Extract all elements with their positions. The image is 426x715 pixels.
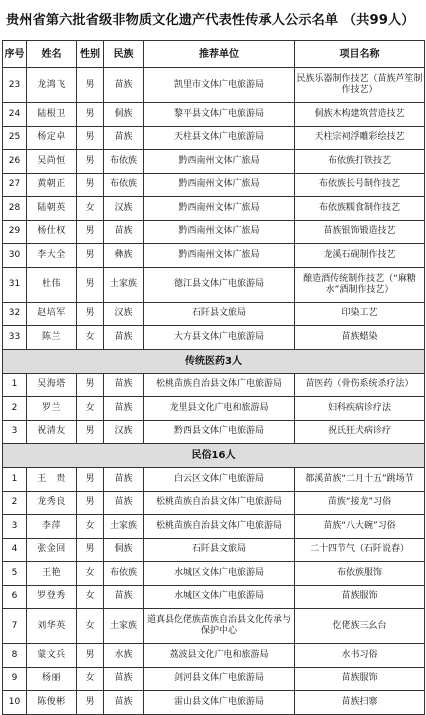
table-row xyxy=(3,397,425,421)
row-project: 布依族长号制作技艺 xyxy=(295,173,425,197)
table-row xyxy=(3,373,425,397)
table-row xyxy=(3,538,425,562)
row-gender: 男 xyxy=(77,267,104,302)
row-index: 3 xyxy=(3,515,27,539)
row-project: 酿造酒传统制作技艺（“麻糖水”酒制作技艺） xyxy=(295,267,425,302)
row-project: 苗族扫寨 xyxy=(295,691,425,715)
row-unit: 水城区文体广电旅游局 xyxy=(144,562,295,586)
row-name: 黄朝正 xyxy=(27,173,77,197)
row-gender: 女 xyxy=(77,667,104,691)
row-project: 二十四节气（石阡说春） xyxy=(295,538,425,562)
row-ethnicity: 汉族 xyxy=(104,420,144,444)
row-ethnicity: 布依族 xyxy=(104,150,144,174)
row-project: 侗族木构建筑营造技艺 xyxy=(295,103,425,127)
row-ethnicity: 苗族 xyxy=(104,585,144,609)
row-ethnicity: 土家族 xyxy=(104,609,144,644)
row-index: 28 xyxy=(3,197,27,221)
row-index: 24 xyxy=(3,103,27,127)
table-row xyxy=(3,103,425,127)
row-gender: 男 xyxy=(77,68,104,103)
row-name: 杨定卓 xyxy=(27,126,77,150)
table-row xyxy=(3,173,425,197)
row-ethnicity: 苗族 xyxy=(104,326,144,350)
row-index: 25 xyxy=(3,126,27,150)
row-ethnicity: 汉族 xyxy=(104,197,144,221)
row-name: 罗兰 xyxy=(27,397,77,421)
row-index: 23 xyxy=(3,68,27,103)
row-unit: 石阡县文旅局 xyxy=(144,538,295,562)
row-ethnicity: 汉族 xyxy=(104,302,144,326)
row-index: 33 xyxy=(3,326,27,350)
header-unit: 推荐单位 xyxy=(144,41,295,68)
row-name: 龙秀良 xyxy=(27,491,77,515)
row-index: 6 xyxy=(3,585,27,609)
table-row xyxy=(3,420,425,444)
row-name: 李大全 xyxy=(27,244,77,268)
row-index: 1 xyxy=(3,373,27,397)
row-unit: 松桃苗族自治县文体广电旅游局 xyxy=(144,373,295,397)
row-project: 龙溪石砚制作技艺 xyxy=(295,244,425,268)
row-ethnicity: 苗族 xyxy=(104,667,144,691)
table-row xyxy=(3,609,425,644)
row-project: 苗族“接龙”习俗 xyxy=(295,491,425,515)
row-gender: 女 xyxy=(77,515,104,539)
row-project: 苗族蜡染 xyxy=(295,326,425,350)
row-unit: 黔西南州文体广旅局 xyxy=(144,220,295,244)
row-gender: 男 xyxy=(77,420,104,444)
row-unit: 雷山县文体广电旅游局 xyxy=(144,691,295,715)
row-project: 都溪苗族“二月十五”跳场节 xyxy=(295,468,425,492)
row-unit: 松桃苗族自治县文体广电旅游局 xyxy=(144,491,295,515)
row-unit: 黔西南州文体广旅局 xyxy=(144,197,295,221)
page-title: 贵州省第六批省级非物质文化遗产代表性传承人公示名单 （共99人） xyxy=(6,13,415,28)
row-project: 仡佬族三幺台 xyxy=(295,609,425,644)
row-gender: 女 xyxy=(77,609,104,644)
row-index: 10 xyxy=(3,691,27,715)
row-unit: 德江县文体广电旅游局 xyxy=(144,267,295,302)
row-gender: 男 xyxy=(77,691,104,715)
row-gender: 男 xyxy=(77,126,104,150)
row-gender: 男 xyxy=(77,373,104,397)
row-unit: 龙里县文化广电和旅游局 xyxy=(144,397,295,421)
row-index: 2 xyxy=(3,397,27,421)
row-name: 陈俊彬 xyxy=(27,691,77,715)
row-name: 龙鸿飞 xyxy=(27,68,77,103)
row-unit: 凯里市文体广电旅游局 xyxy=(144,68,295,103)
section-title: 民俗16人 xyxy=(3,444,425,468)
row-index: 3 xyxy=(3,420,27,444)
row-project: 苗医药（骨伤系统杀疗法） xyxy=(295,373,425,397)
row-unit: 石阡县文旅局 xyxy=(144,302,295,326)
row-project: 苗族服饰 xyxy=(295,585,425,609)
row-ethnicity: 布依族 xyxy=(104,562,144,586)
row-index: 29 xyxy=(3,220,27,244)
table-row xyxy=(3,468,425,492)
row-unit: 黔西南州文体广旅局 xyxy=(144,244,295,268)
row-unit: 大方县文体广电旅游局 xyxy=(144,326,295,350)
row-ethnicity: 布依族 xyxy=(104,173,144,197)
row-gender: 女 xyxy=(77,326,104,350)
row-project: 苗族服饰 xyxy=(295,667,425,691)
row-name: 吴尚恒 xyxy=(27,150,77,174)
table-row xyxy=(3,126,425,150)
table-row xyxy=(3,267,425,302)
row-name: 张金回 xyxy=(27,538,77,562)
row-project: 印染工艺 xyxy=(295,302,425,326)
row-name: 陈兰 xyxy=(27,326,77,350)
row-gender: 男 xyxy=(77,491,104,515)
table-row xyxy=(3,562,425,586)
row-unit: 荔波县文化广电和旅游局 xyxy=(144,644,295,668)
row-name: 赵培军 xyxy=(27,302,77,326)
row-gender: 男 xyxy=(77,220,104,244)
table-row xyxy=(3,585,425,609)
section-row xyxy=(3,444,425,468)
row-index: 4 xyxy=(3,538,27,562)
header-index: 序号 xyxy=(3,41,27,68)
row-gender: 男 xyxy=(77,150,104,174)
row-project: 苗族银饰锻造技艺 xyxy=(295,220,425,244)
row-gender: 男 xyxy=(77,103,104,127)
table-row xyxy=(3,691,425,715)
row-ethnicity: 土家族 xyxy=(104,267,144,302)
header-gender: 性别 xyxy=(77,41,104,68)
table-row xyxy=(3,197,425,221)
table-header xyxy=(3,41,425,68)
header-project: 项目名称 xyxy=(295,41,425,68)
row-ethnicity: 苗族 xyxy=(104,691,144,715)
row-name: 蒙文兵 xyxy=(27,644,77,668)
section-row xyxy=(3,349,425,373)
table-row xyxy=(3,326,425,350)
row-gender: 女 xyxy=(77,585,104,609)
row-index: 2 xyxy=(3,491,27,515)
row-project: 苗族“八大碗”习俗 xyxy=(295,515,425,539)
row-name: 杨丽 xyxy=(27,667,77,691)
table-row xyxy=(3,667,425,691)
row-index: 27 xyxy=(3,173,27,197)
header-ethnicity: 民族 xyxy=(104,41,144,68)
row-index: 26 xyxy=(3,150,27,174)
row-project: 布依族打铁技艺 xyxy=(295,150,425,174)
row-unit: 黎平县文体广电旅游局 xyxy=(144,103,295,127)
row-index: 5 xyxy=(3,562,27,586)
row-project: 祝氏狂犬病诊疗 xyxy=(295,420,425,444)
row-project: 布依族糯食制作技艺 xyxy=(295,197,425,221)
table-row xyxy=(3,220,425,244)
row-name: 刘华英 xyxy=(27,609,77,644)
row-project: 天柱宗祠浮雕彩绘技艺 xyxy=(295,126,425,150)
row-index: 7 xyxy=(3,609,27,644)
row-name: 李萍 xyxy=(27,515,77,539)
row-unit: 黔西南州文体广旅局 xyxy=(144,150,295,174)
row-ethnicity: 彝族 xyxy=(104,244,144,268)
row-gender: 男 xyxy=(77,468,104,492)
row-index: 31 xyxy=(3,267,27,302)
row-gender: 男 xyxy=(77,538,104,562)
table-row xyxy=(3,515,425,539)
row-name: 王 贵 xyxy=(27,468,77,492)
row-project: 布依族服饰 xyxy=(295,562,425,586)
row-index: 32 xyxy=(3,302,27,326)
row-ethnicity: 苗族 xyxy=(104,468,144,492)
row-index: 30 xyxy=(3,244,27,268)
row-ethnicity: 苗族 xyxy=(104,373,144,397)
row-project: 妇科疾病诊疗法 xyxy=(295,397,425,421)
row-project: 民族乐器制作技艺（苗族芦笙制作技艺） xyxy=(295,68,425,103)
row-name: 陆根卫 xyxy=(27,103,77,127)
table-row xyxy=(3,302,425,326)
row-unit: 剑河县文体广电旅游局 xyxy=(144,667,295,691)
row-index: 1 xyxy=(3,468,27,492)
row-ethnicity: 苗族 xyxy=(104,491,144,515)
table-row xyxy=(3,68,425,103)
row-ethnicity: 苗族 xyxy=(104,126,144,150)
row-unit: 黔西南州文体广旅局 xyxy=(144,173,295,197)
row-ethnicity: 侗族 xyxy=(104,103,144,127)
row-gender: 男 xyxy=(77,302,104,326)
row-ethnicity: 侗族 xyxy=(104,538,144,562)
row-gender: 女 xyxy=(77,397,104,421)
row-unit: 松桃苗族自治县文体广电旅游局 xyxy=(144,515,295,539)
row-ethnicity: 苗族 xyxy=(104,220,144,244)
row-unit: 水城区文体广电旅游局 xyxy=(144,585,295,609)
inheritor-table xyxy=(2,40,425,715)
table-row xyxy=(3,244,425,268)
row-ethnicity: 苗族 xyxy=(104,397,144,421)
row-ethnicity: 土家族 xyxy=(104,515,144,539)
row-name: 王艳 xyxy=(27,562,77,586)
row-name: 罗登秀 xyxy=(27,585,77,609)
row-name: 陆朝英 xyxy=(27,197,77,221)
row-gender: 女 xyxy=(77,197,104,221)
row-index: 9 xyxy=(3,667,27,691)
row-ethnicity: 水族 xyxy=(104,644,144,668)
table-row xyxy=(3,150,425,174)
row-unit: 白云区文体广电旅游局 xyxy=(144,468,295,492)
header-name: 姓名 xyxy=(27,41,77,68)
table-row xyxy=(3,644,425,668)
row-gender: 女 xyxy=(77,562,104,586)
row-name: 杜伟 xyxy=(27,267,77,302)
row-ethnicity: 苗族 xyxy=(104,68,144,103)
row-gender: 男 xyxy=(77,173,104,197)
table-row xyxy=(3,491,425,515)
section-title: 传统医药3人 xyxy=(3,349,425,373)
row-unit: 天柱县文体广电旅游局 xyxy=(144,126,295,150)
row-name: 吴海塔 xyxy=(27,373,77,397)
row-name: 祝清友 xyxy=(27,420,77,444)
table-body xyxy=(3,68,425,715)
row-name: 杨仕权 xyxy=(27,220,77,244)
row-project: 水书习俗 xyxy=(295,644,425,668)
row-unit: 道真县仡佬族苗族自治县文化传承与保护中心 xyxy=(144,609,295,644)
row-index: 8 xyxy=(3,644,27,668)
row-unit: 黔西县文体广电旅游局 xyxy=(144,420,295,444)
row-gender: 男 xyxy=(77,644,104,668)
row-gender: 男 xyxy=(77,244,104,268)
